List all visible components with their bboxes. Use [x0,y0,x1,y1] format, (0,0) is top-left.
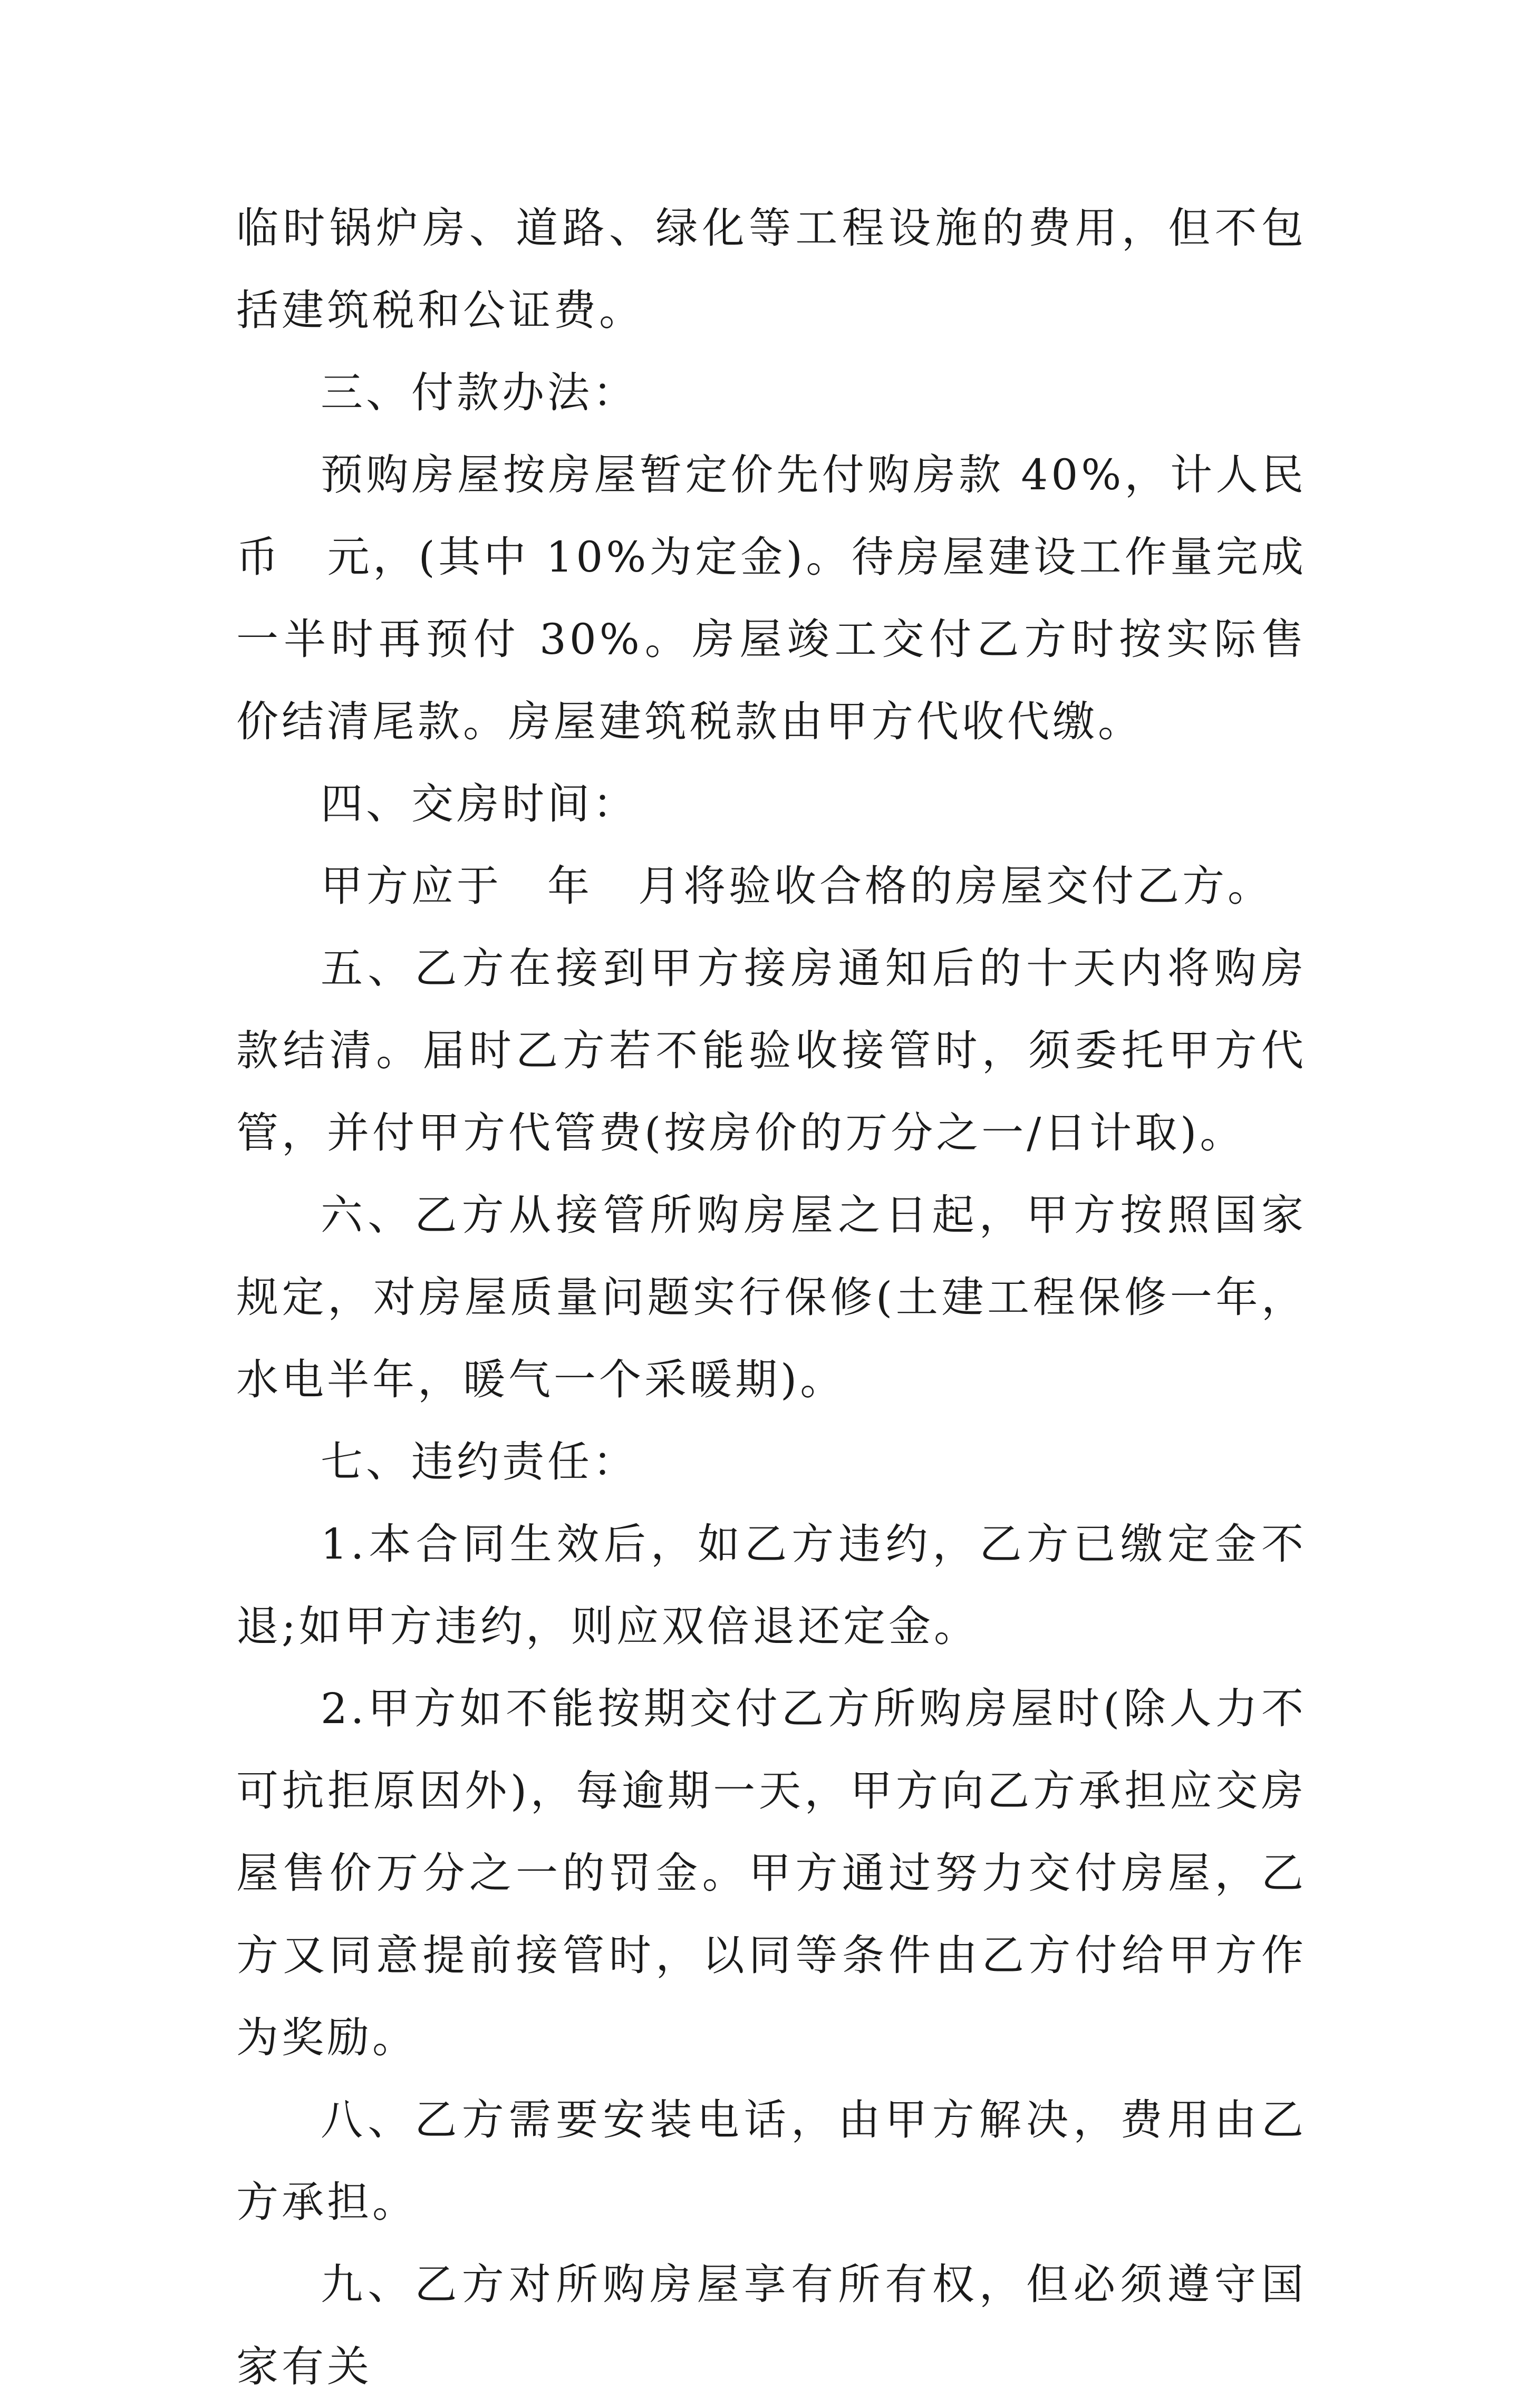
section-heading-liability: 七、违约责任： [321,1437,638,1486]
paragraph-clause-nine: 九、乙方对所购房屋享有所有权，但必须遵守国家有关 [236,2260,1307,2391]
document-body [236,187,1307,2408]
paragraph-liability-2: 2.甲方如不能按期交付乙方所购房屋时(除人力不可抗拒原因外)，每逾期一天，甲方向乙方承担应交房屋售价万分之一的罚金。甲方通过努力交付房屋，乙方又同意提前接管时，以同等条件由乙方付给甲方作为奖励。 [236,1684,1307,2062]
paragraph-clause-five: 五、乙方在接到甲方接房通知后的十天内将购房款结清。届时乙方若不能验收接管时，须委托甲方代管，并付甲方代管费(按房价的万分之一/日计取)。 [236,944,1307,1157]
paragraph-clause-six: 六、乙方从接管所购房屋之日起，甲方按照国家规定，对房屋质量问题实行保修(土建工程保修一年，水电半年，暖气一个采暖期)。 [236,1191,1307,1404]
paragraph-payment-terms: 预购房屋按房屋暂定价先付购房款 40%，计人民币 元，(其中 10%为定金)。待房屋建设工作量完成一半时再预付 30%。房屋竣工交付乙方时按实际售价结清尾款。房屋建筑税款由甲方代收代缴。 [236,450,1307,746]
paragraph-continuation: 临时锅炉房、道路、绿化等工程设施的费用，但不包括建筑税和公证费。 [236,204,1307,335]
paragraph-liability-1: 1.本合同生效后，如乙方违约，乙方已缴定金不退;如甲方违约，则应双倍退还定金。 [236,1520,1307,1651]
paragraph-delivery-date: 甲方应于 年 月将验收合格的房屋交付乙方。 [321,862,1273,911]
paragraph-clause-eight: 八、乙方需要安装电话，由甲方解决，费用由乙方承担。 [236,2095,1307,2227]
section-heading-payment: 三、付款办法： [321,368,638,417]
section-heading-delivery: 四、交房时间： [321,779,638,828]
